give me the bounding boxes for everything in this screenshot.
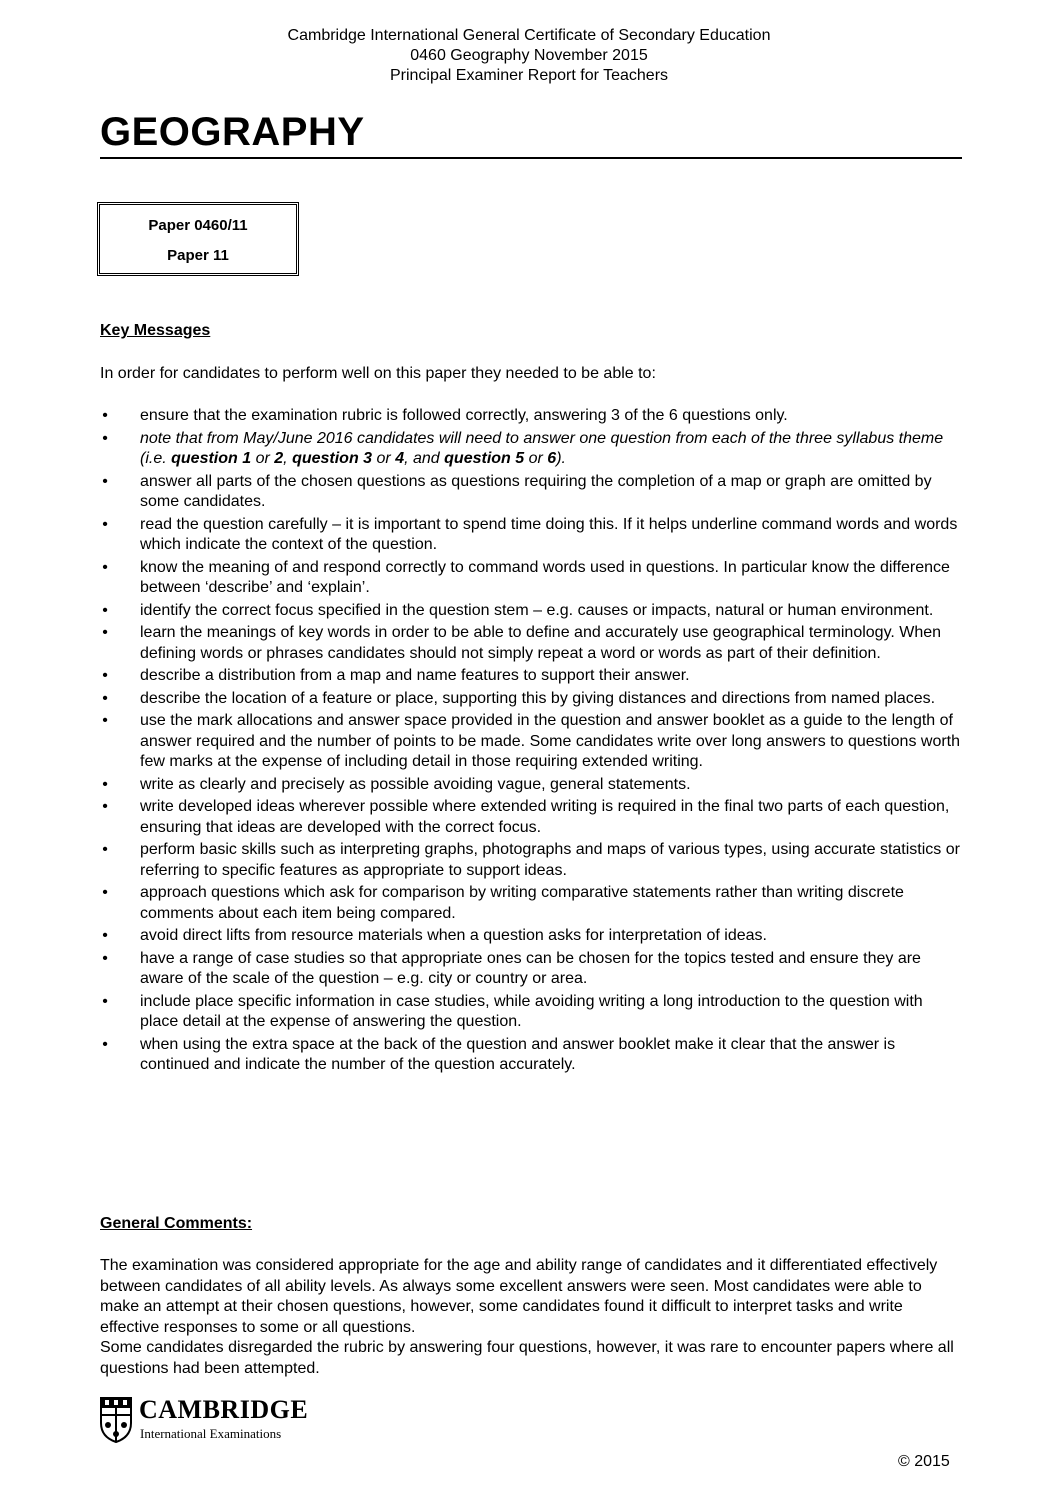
list-item: • have a range of case studies so that appropriate ones can be chosen for the topics tested and ensure they are aware of the scale of the question – e.g. city or country or area.	[100, 949, 962, 990]
bullet-icon: •	[102, 558, 108, 576]
bullet-icon: •	[102, 667, 108, 684]
bullet-icon: •	[102, 775, 108, 793]
list-item: • use the mark allocations and answer space provided in the question and answer booklet as a guide to the length of answer required and the number of points to be made. Some candidates write over long answers to questions worth few marks at the expense of including detail in those requiring extended writing.	[100, 711, 962, 773]
bullet-icon: •	[102, 689, 108, 707]
bullet-icon: •	[102, 624, 108, 641]
header-line-2: 0460 Geography November 2015	[410, 47, 648, 64]
paper-code: Paper 0460/11	[148, 217, 248, 234]
list-item: • include place specific information in case studies, while avoiding writing a long introduction to the question with place detail at the expense of answering the question.	[100, 992, 962, 1033]
bullet-icon: •	[102, 1035, 108, 1053]
list-item: • write developed ideas wherever possible where extended writing is required in the final two parts of each question, ensuring that ideas are developed with the correct focus.	[100, 797, 962, 838]
key-messages-intro: In order for candidates to perform well on this paper they needed to be able to:	[100, 365, 656, 382]
bullet-icon: •	[102, 407, 108, 424]
header-line-1: Cambridge International General Certificate of Secondary Education	[287, 27, 771, 44]
list-item: • read the question carefully – it is important to spend time doing this. If it helps underline command words and words which indicate the context of the question.	[100, 515, 962, 556]
logo-subtitle: International Examinations	[140, 1426, 282, 1441]
bullet-icon: •	[102, 712, 108, 729]
bullet-icon: •	[102, 472, 108, 490]
cambridge-logo	[100, 1397, 330, 1447]
cambridge-shield-icon	[100, 1397, 132, 1443]
bullet-icon: •	[102, 992, 108, 1010]
bullet-icon: •	[102, 884, 108, 901]
list-item: • answer all parts of the chosen questions as questions requiring the completion of a map or graph are omitted by some candidates.	[100, 472, 962, 513]
list-item: • ensure that the examination rubric is followed correctly, answering 3 of the 6 questions only.	[100, 406, 962, 427]
bullet-icon: •	[102, 927, 108, 944]
bullet-icon: •	[102, 949, 108, 967]
copyright-notice: © 2015	[898, 1453, 950, 1470]
bullet-icon: •	[102, 601, 108, 619]
list-item: • note that from May/June 2016 candidates will need to answer one question from each of the three syllabus theme (i.e. question 1 or 2, question 3 or 4, and question 5 or 6).	[100, 429, 962, 470]
list-item: • know the meaning of and respond correctly to command words used in questions. In particular know the difference between ‘describe’ and ‘explain’.	[100, 558, 962, 599]
page-title: GEOGRAPHY	[100, 110, 365, 154]
bullet-icon: •	[102, 429, 108, 447]
bullet-icon: •	[102, 798, 108, 815]
general-comments-heading: General Comments:	[100, 1215, 253, 1232]
key-messages-heading: Key Messages	[100, 322, 211, 339]
list-item: • identify the correct focus specified in the question stem – e.g. causes or impacts, natural or human environment.	[100, 601, 962, 622]
title-underline-rule	[100, 157, 962, 159]
general-comments-paragraph-2: Some candidates disregarded the rubric by answering four questions, however, it was rare to encounter papers where all questions had been attempted.	[100, 1339, 954, 1377]
paper-number: Paper 11	[167, 247, 229, 264]
list-item: • learn the meanings of key words in order to be able to define and accurately use geographical terminology. When defining words or phrases candidates should not simply repeat a word or words as part of their definition.	[100, 623, 962, 664]
document-header	[0, 26, 1058, 86]
logo-wordmark: CAMBRIDGE	[139, 1395, 309, 1424]
key-messages-list	[100, 406, 962, 1078]
list-item: • describe a distribution from a map and name features to support their answer.	[100, 666, 962, 687]
list-item: • describe the location of a feature or place, supporting this by giving distances and directions from named places.	[100, 689, 962, 710]
list-item: • write as clearly and precisely as possible avoiding vague, general statements.	[100, 775, 962, 796]
bullet-icon: •	[102, 841, 108, 858]
list-item: • when using the extra space at the back of the question and answer booklet make it clear that the answer is continued and indicate the number of the question accurately.	[100, 1035, 962, 1076]
list-item: • approach questions which ask for comparison by writing comparative statements rather than writing discrete comments about each item being compared.	[100, 883, 962, 924]
general-comments-paragraph-1: The examination was considered appropriate for the age and ability range of candidates and it differentiated effectively between candidates of all ability levels. As always some excellent answers were seen. Most candidates were able to make an attempt at their chosen questions, however, some candidates found it difficult to interpret tasks and write effective responses to some or all questions.	[100, 1257, 938, 1336]
paper-info-box	[97, 202, 299, 276]
list-item: • perform basic skills such as interpreting graphs, photographs and maps of various types, using accurate statistics or referring to specific features as appropriate to support ideas.	[100, 840, 962, 881]
list-item: • avoid direct lifts from resource materials when a question asks for interpretation of ideas.	[100, 926, 962, 947]
header-line-3: Principal Examiner Report for Teachers	[389, 67, 669, 84]
bullet-icon: •	[102, 515, 108, 533]
